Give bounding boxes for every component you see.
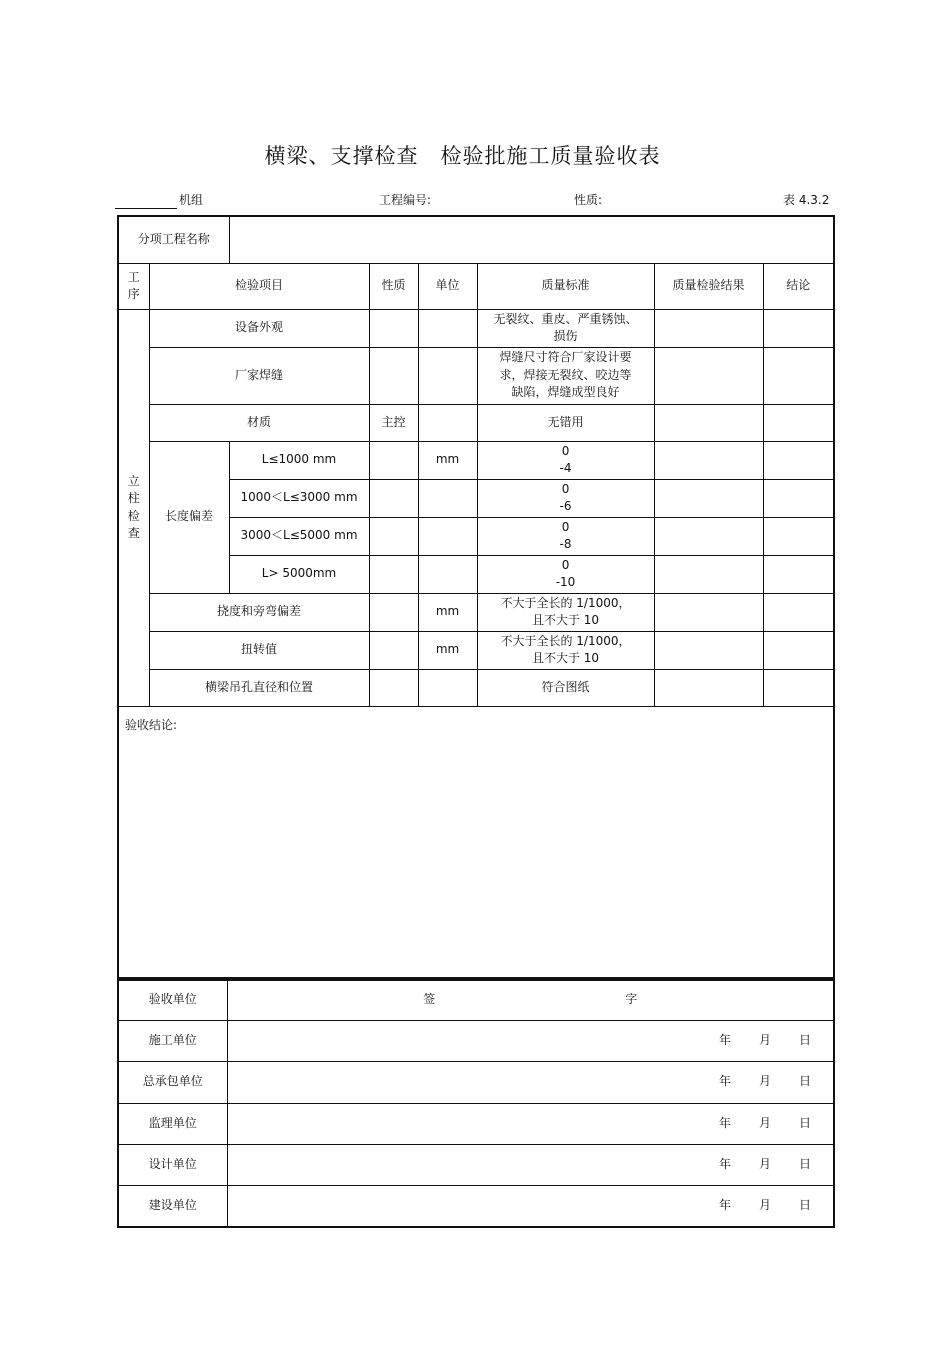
subproject-value[interactable]	[229, 216, 834, 263]
item-cell: 材质	[149, 404, 369, 441]
signature-header-row	[118, 978, 834, 1020]
table-row	[118, 669, 834, 706]
sign-unit-label: 建设单位	[118, 1185, 227, 1227]
sign-date-cell[interactable]: 年 月 日	[227, 1144, 834, 1185]
nature-cell	[369, 309, 418, 347]
nature-label: 性质:	[574, 193, 603, 207]
result-cell[interactable]	[654, 309, 763, 347]
nature-cell	[369, 631, 418, 669]
standard-cell: 不大于全长的 1/1000， 且不大于 10	[477, 593, 654, 631]
standard-cell: 符合图纸	[477, 669, 654, 706]
nature-cell	[369, 479, 418, 517]
signature-table	[117, 977, 835, 1228]
table-row	[118, 404, 834, 441]
conclusion-cell[interactable]	[763, 309, 834, 347]
unit-cell: mm	[418, 441, 477, 479]
signature-row	[118, 1144, 834, 1185]
section-label: 立 柱 检 查	[118, 309, 149, 706]
nature-cell	[369, 593, 418, 631]
conclusion-cell[interactable]	[763, 517, 834, 555]
item-cell: 设备外观	[149, 309, 369, 347]
item-cell: L≤1000 mm	[229, 441, 369, 479]
conclusion-cell[interactable]	[763, 441, 834, 479]
standard-cell: 焊缝尺寸符合厂家设计要 求，焊接无裂纹、咬边等 缺陷，焊缝成型良好	[477, 347, 654, 404]
length-group-label: 长度偏差	[149, 441, 229, 593]
subproject-row	[118, 216, 834, 263]
signature-row	[118, 1061, 834, 1103]
standard-cell: 无裂纹、重皮、严重锈蚀、 损伤	[477, 309, 654, 347]
nature-cell	[369, 555, 418, 593]
accept-unit-label: 验收单位	[118, 978, 227, 1020]
unit-label: 机组	[179, 193, 204, 207]
standard-cell: 0 -4	[477, 441, 654, 479]
standard-cell: 0 -10	[477, 555, 654, 593]
unit-cell	[418, 479, 477, 517]
nature-cell	[369, 517, 418, 555]
result-cell[interactable]	[654, 631, 763, 669]
result-cell[interactable]	[654, 479, 763, 517]
sign-header: 签 字	[227, 978, 834, 1020]
result-cell[interactable]	[654, 347, 763, 404]
signature-row	[118, 1103, 834, 1144]
item-cell: 3000＜L≤5000 mm	[229, 517, 369, 555]
col-process: 工 序	[118, 263, 149, 309]
result-cell[interactable]	[654, 669, 763, 706]
standard-cell: 不大于全长的 1/1000， 且不大于 10	[477, 631, 654, 669]
table-number: 表 4.3.2	[783, 193, 830, 207]
conclusion-cell[interactable]	[763, 593, 834, 631]
project-no-label: 工程编号:	[379, 193, 432, 207]
unit-cell	[418, 555, 477, 593]
column-header-row	[118, 263, 834, 309]
result-cell[interactable]	[654, 404, 763, 441]
subproject-label: 分项工程名称	[118, 216, 229, 263]
result-cell[interactable]	[654, 555, 763, 593]
signature-row	[118, 1185, 834, 1227]
nature-cell	[369, 441, 418, 479]
unit-cell	[418, 669, 477, 706]
table-row	[118, 441, 834, 479]
item-cell: 扭转值	[149, 631, 369, 669]
inspection-table	[117, 215, 835, 981]
col-item: 检验项目	[149, 263, 369, 309]
result-cell[interactable]	[654, 517, 763, 555]
item-cell: 1000＜L≤3000 mm	[229, 479, 369, 517]
conclusion-cell[interactable]	[763, 404, 834, 441]
col-unit: 单位	[418, 263, 477, 309]
unit-cell	[418, 347, 477, 404]
col-nature: 性质	[369, 263, 418, 309]
item-cell: 横梁吊孔直径和位置	[149, 669, 369, 706]
item-cell: L> 5000mm	[229, 555, 369, 593]
item-cell: 厂家焊缝	[149, 347, 369, 404]
unit-cell	[418, 404, 477, 441]
unit-cell	[418, 309, 477, 347]
nature-cell	[369, 669, 418, 706]
standard-cell: 无错用	[477, 404, 654, 441]
nature-cell: 主控	[369, 404, 418, 441]
signature-row	[118, 1020, 834, 1061]
sign-unit-label: 监理单位	[118, 1103, 227, 1144]
result-cell[interactable]	[654, 441, 763, 479]
conclusion-cell[interactable]	[763, 555, 834, 593]
result-cell[interactable]	[654, 593, 763, 631]
conclusion-cell[interactable]	[763, 669, 834, 706]
item-cell: 挠度和旁弯偏差	[149, 593, 369, 631]
nature-cell	[369, 347, 418, 404]
acceptance-conclusion-area[interactable]	[118, 706, 834, 980]
unit-cell: mm	[418, 631, 477, 669]
sign-date-cell[interactable]: 年 月 日	[227, 1185, 834, 1227]
conclusion-cell[interactable]	[763, 479, 834, 517]
page-title	[0, 140, 925, 170]
unit-cell: mm	[418, 593, 477, 631]
sign-unit-label: 设计单位	[118, 1144, 227, 1185]
standard-cell: 0 -8	[477, 517, 654, 555]
sign-unit-label: 总承包单位	[118, 1061, 227, 1103]
table-row	[118, 347, 834, 404]
unit-blank-line	[115, 208, 177, 209]
title-part1: 横梁、支撑检查	[264, 144, 419, 168]
col-standard: 质量标准	[477, 263, 654, 309]
col-conclusion: 结论	[763, 263, 834, 309]
conclusion-cell[interactable]	[763, 631, 834, 669]
sign-date-cell[interactable]: 年 月 日	[227, 1020, 834, 1061]
sign-unit-label: 施工单位	[118, 1020, 227, 1061]
conclusion-cell[interactable]	[763, 347, 834, 404]
sign-date-cell[interactable]: 年 月 日	[227, 1061, 834, 1103]
table-row	[118, 631, 834, 669]
acceptance-conclusion-label: 验收结论:	[125, 717, 178, 732]
unit-cell	[418, 517, 477, 555]
table-row	[118, 309, 834, 347]
title-part2: 检验批施工质量验收表	[440, 144, 661, 168]
table-row	[118, 593, 834, 631]
col-result: 质量检验结果	[654, 263, 763, 309]
standard-cell: 0 -6	[477, 479, 654, 517]
sign-date-cell[interactable]: 年 月 日	[227, 1103, 834, 1144]
acceptance-conclusion-row	[118, 706, 834, 980]
